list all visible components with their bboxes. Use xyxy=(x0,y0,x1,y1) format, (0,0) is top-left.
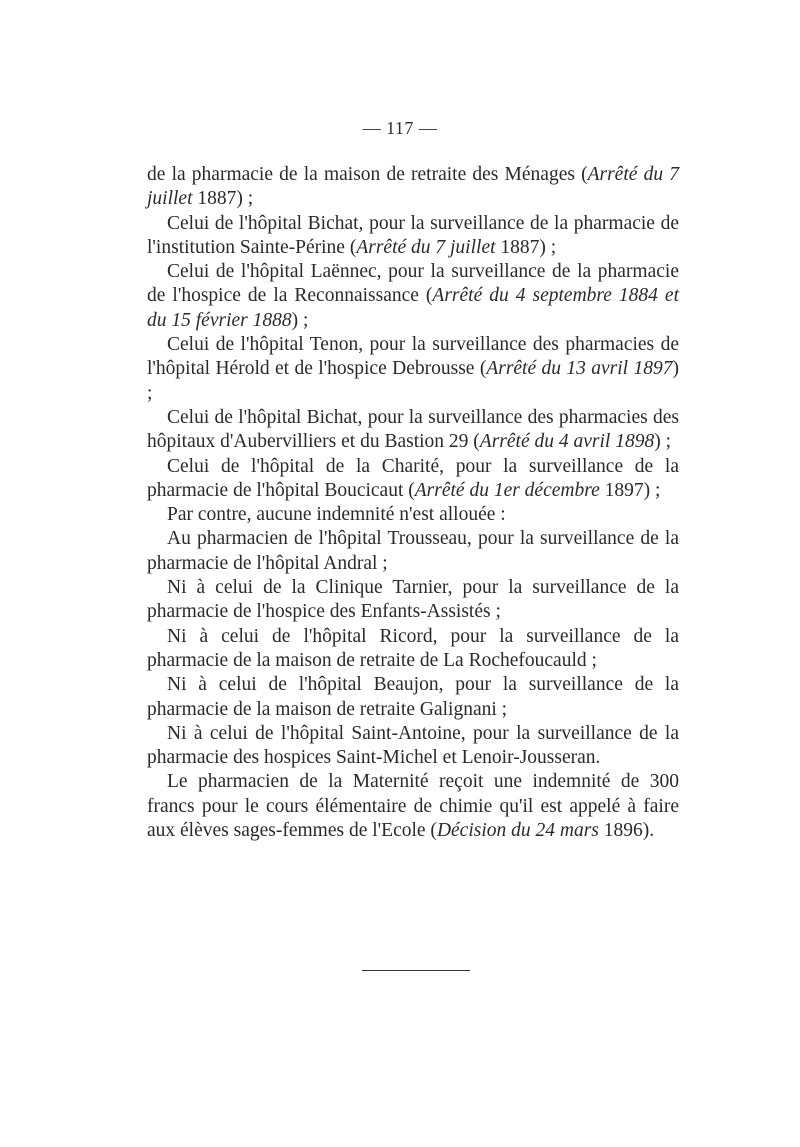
paragraph xyxy=(147,625,679,674)
paragraph xyxy=(147,770,679,843)
text-run: ) ; xyxy=(147,358,679,404)
paragraph xyxy=(147,455,679,504)
paragraph xyxy=(147,673,679,722)
text-run: Celui de l'hôpital de la Charité, pour la surveillance de la pharmacie de l'hôpital Boucicaut ( xyxy=(147,455,679,501)
text-run: Au pharmacien de l'hôpital Trousseau, pour la surveillance de la pharmacie de l'hôpital Andral ; xyxy=(147,528,679,574)
paragraph xyxy=(147,163,679,212)
text-run: Celui de l'hôpital Laënnec, pour la surveillance de la pharmacie de l'hospice de la Reconnaissance ( xyxy=(147,261,679,307)
paragraph xyxy=(147,212,679,261)
italic-text: Arrêté du 1er décembre xyxy=(414,479,600,501)
text-run: 1887) ; xyxy=(192,188,254,210)
italic-text: Arrêté du 7 juillet xyxy=(147,164,679,210)
italic-text: Arrêté du 13 avril 1897 xyxy=(486,358,673,380)
text-run: 1897) ; xyxy=(599,479,661,501)
text-run: Ni à celui de l'hôpital Saint-Antoine, pour la surveillance de la pharmacie des hospices Saint-Michel et Lenoir-Jousseran. xyxy=(147,722,679,769)
body-text xyxy=(147,163,679,843)
text-run: Celui de l'hôpital Bichat, pour la surveillance des pharmacies des hôpitaux d'Aubervilliers et du Bastion 29 ( xyxy=(147,406,679,453)
text-run: ) ; xyxy=(654,431,671,453)
text-run: de la pharmacie de la maison de retraite des Ménages ( xyxy=(147,164,588,185)
text-run: Ni à celui de l'hôpital Ricord, pour la surveillance de la pharmacie de la maison de retraite de La Rochefoucauld ; xyxy=(147,625,679,671)
paragraph xyxy=(147,576,679,625)
paragraph xyxy=(147,333,679,406)
text-run: Ni à celui de l'hôpital Beaujon, pour la surveillance de la pharmacie de la maison de retraite Galignani ; xyxy=(147,674,679,720)
paragraph xyxy=(147,260,679,333)
end-rule xyxy=(362,970,470,971)
paragraph xyxy=(147,527,679,576)
paragraph xyxy=(147,406,679,455)
page-number: — 117 — xyxy=(362,118,438,138)
italic-text: Décision du 24 mars xyxy=(436,820,599,842)
text-run: Par contre, aucune indemnité n'est allouée : xyxy=(167,504,506,526)
italic-text: Arrêté du 7 juillet xyxy=(356,236,496,258)
text-run: Celui de l'hôpital Bichat, pour la surveillance de la pharmacie de l'institution Sainte-Périne ( xyxy=(147,212,679,258)
text-run: Le pharmacien de la Maternité reçoit une indemnité de 300 francs pour le cours élémentaire de chimie qu'il est appelé à faire aux élèves sages-femmes de l'Ecole ( xyxy=(147,771,679,842)
text-run: ) ; xyxy=(291,309,309,331)
paragraph xyxy=(147,503,679,527)
italic-text: Arrêté du 4 avril 1898 xyxy=(479,431,655,453)
text-run: Celui de l'hôpital Tenon, pour la surveillance des pharmacies de l'hôpital Hérold et de l'hospice Debrousse ( xyxy=(147,334,679,380)
text-run: 1887) ; xyxy=(495,236,557,258)
text-run: 1896). xyxy=(598,820,655,842)
italic-text: Arrêté du 4 septembre 1884 et du 15 février 1888 xyxy=(147,285,679,331)
paragraph xyxy=(147,722,679,771)
text-run: Ni à celui de la Clinique Tarnier, pour la surveillance de la pharmacie de l'hospice des Enfants-Assistés ; xyxy=(147,577,679,623)
